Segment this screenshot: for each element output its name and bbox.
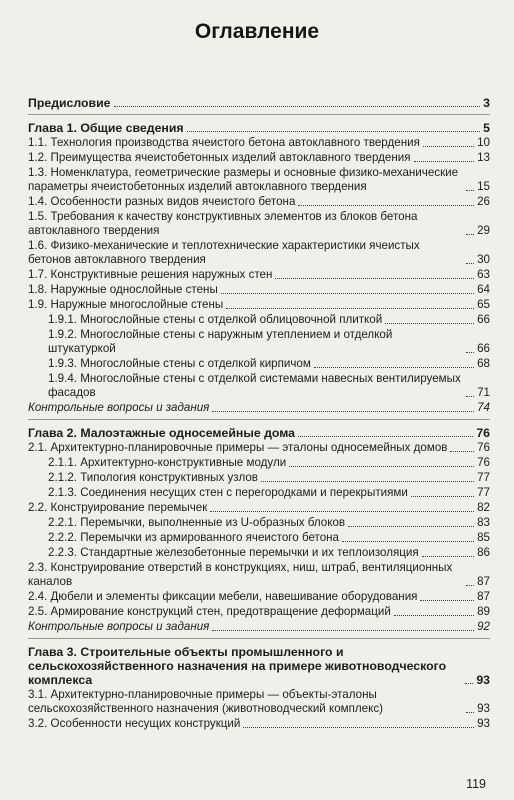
dot-leader [420,600,474,601]
toc-entry-page: 87 [477,575,490,588]
toc-entry-label: Контрольные вопросы и задания [28,620,210,633]
toc-entry-page: 77 [477,471,490,484]
table-of-contents [28,92,490,732]
toc-entry [28,426,490,440]
toc-entry-page: 15 [477,180,490,193]
toc-entry-label: 1.2. Преимущества ячеистобетонных изделий автоклавного твердения [28,151,411,164]
toc-entry-label: Глава 1. Общие сведения [28,121,184,135]
toc-entry-page: 87 [477,590,490,603]
dot-leader [348,526,474,527]
dot-leader [466,352,474,353]
dot-leader [314,367,474,368]
toc-entry-label: 2.1.3. Соединения несущих стен с перегородками и перекрытиями [48,486,408,499]
dot-leader [465,683,473,684]
toc-entry-page: 26 [477,195,490,208]
toc-entry [28,645,490,687]
toc-entry-label: 1.3. Номенклатура, геометрические размеры и основные физико-механические параметры ячеистобетонных изделий автоклавного твердения [28,166,459,193]
dot-leader [114,106,481,107]
toc-entry-label: 2.1. Архитектурно-планировочные примеры — эталоны односемейных домов [28,441,448,454]
toc-entry-label: 1.4. Особенности разных видов ячеистого бетона [28,195,296,208]
toc-entry-page: 29 [477,224,490,237]
dot-leader [212,411,474,412]
toc-entry-page: 85 [477,531,490,544]
toc-entry-page: 93 [477,702,490,715]
toc-entry-label: Предисловие [28,96,111,110]
toc-entry [28,195,490,209]
dot-leader [275,278,474,279]
dot-leader [450,451,474,452]
toc-entry [28,471,490,485]
toc-entry [28,96,490,110]
toc-entry-page: 3 [483,96,490,110]
dot-leader [466,396,474,397]
toc-entry-page: 13 [477,151,490,164]
toc-entry-page: 82 [477,501,490,514]
toc-entry [28,516,490,530]
toc-entry-label: 1.8. Наружные однослойные стены [28,283,218,296]
toc-entry [28,136,490,150]
toc-entry-label: 1.9.3. Многослойные стены с отделкой кирпичом [48,357,311,370]
toc-entry [28,688,490,716]
toc-entry [28,239,490,267]
toc-entry [28,401,490,415]
toc-entry-page: 93 [477,717,490,730]
toc-entry [28,166,490,194]
toc-entry [28,283,490,297]
dot-leader [466,263,474,264]
toc-entry-label: 2.2. Конструирование перемычек [28,501,208,514]
toc-entry [28,620,490,634]
toc-entry-label: 3.1. Архитектурно-планировочные примеры — объекты-эталоны сельскохозяйственного назначения (животноводческий комплекс) [28,688,383,715]
toc-entry [28,372,490,400]
toc-entry-page: 76 [477,456,490,469]
toc-entry-label: 2.1.2. Типология конструктивных узлов [48,471,258,484]
toc-entry-page: 76 [476,426,490,440]
dot-leader [226,308,474,309]
section-divider [28,114,490,115]
toc-entry-label: 1.9.1. Многослойные стены с отделкой облицовочной плиткой [48,313,383,326]
dot-leader [298,205,474,206]
dot-leader [423,146,474,147]
toc-entry-page: 74 [477,401,490,414]
toc-entry-label: 2.5. Армирование конструкций стен, предотвращение деформаций [28,605,391,618]
toc-entry-page: 66 [477,342,490,355]
toc-entry-label: 1.1. Технология производства ячеистого бетона автоклавного твердения [28,136,420,149]
dot-leader [261,481,474,482]
toc-entry-label: 1.9. Наружные многослойные стены [28,298,224,311]
dot-leader [221,293,474,294]
toc-entry-label: 2.3. Конструирование отверстий в конструкциях, ниш, штраб, вентиляционных каналов [28,561,453,588]
dot-leader [210,511,474,512]
dot-leader [187,131,481,132]
toc-entry [28,531,490,545]
dot-leader [411,496,474,497]
toc-entry [28,298,490,312]
toc-entry-page: 76 [477,441,490,454]
toc-entry-label: Глава 3. Строительные объекты промышленного и сельскохозяйственного назначения на примере животноводческого комплекса [28,645,447,687]
toc-entry-label: Контрольные вопросы и задания [28,401,210,414]
dot-leader [394,615,474,616]
toc-entry [28,313,490,327]
toc-entry [28,328,490,356]
toc-entry-page: 93 [476,673,490,687]
toc-entry-page: 83 [477,516,490,529]
toc-entry-label: Глава 2. Малоэтажные односемейные дома [28,426,296,440]
toc-entry-page: 68 [477,357,490,370]
toc-entry [28,268,490,282]
dot-leader [342,541,474,542]
toc-entry [28,121,490,135]
toc-entry [28,210,490,238]
toc-entry-label: 1.9.2. Многослойные стены с наружным утеплением и отделкой штукатуркой [48,328,393,355]
toc-entry [28,456,490,470]
toc-entry [28,605,490,619]
toc-entry [28,590,490,604]
toc-entry-page: 30 [477,253,490,266]
toc-entry [28,151,490,165]
dot-leader [466,585,474,586]
dot-leader [466,712,474,713]
toc-entry-label: 1.5. Требования к качеству конструктивных элементов из блоков бетона автоклавного твердения [28,210,418,237]
dot-leader [298,436,473,437]
toc-entry-page: 5 [483,121,490,135]
toc-entry [28,717,490,731]
dot-leader [385,323,474,324]
toc-entry-label: 1.7. Конструктивные решения наружных стен [28,268,273,281]
dot-leader [422,556,474,557]
dot-leader [289,466,474,467]
toc-entry-page: 92 [477,620,490,633]
dot-leader [243,727,474,728]
toc-entry-label: 3.2. Особенности несущих конструкций [28,717,241,730]
toc-entry-page: 77 [477,486,490,499]
toc-entry-page: 10 [477,136,490,149]
toc-entry-page: 66 [477,313,490,326]
toc-entry-label: 2.2.2. Перемычки из армированного ячеистого бетона [48,531,340,544]
toc-entry-page: 86 [477,546,490,559]
dot-leader [466,234,474,235]
toc-entry [28,561,490,589]
toc-entry [28,546,490,560]
toc-entry-label: 1.6. Физико-механические и теплотехнические характеристики ячеистых бетонов автоклавного твердения [28,239,420,266]
toc-entry [28,501,490,515]
toc-entry-page: 64 [477,283,490,296]
toc-entry-label: 2.2.1. Перемычки, выполненные из U-образных блоков [48,516,346,529]
toc-entry-label: 2.4. Дюбели и элементы фиксации мебели, навешивание оборудования [28,590,418,603]
toc-entry-page: 89 [477,605,490,618]
page-number: 119 [466,777,486,791]
toc-entry-page: 71 [477,386,490,399]
toc-entry-page: 63 [477,268,490,281]
toc-entry [28,486,490,500]
toc-entry-label: 2.2.3. Стандартные железобетонные перемычки и их теплоизоляция [48,546,419,559]
toc-entry [28,441,490,455]
toc-entry-label: 2.1.1. Архитектурно-конструктивные модули [48,456,287,469]
section-divider [28,638,490,639]
dot-leader [466,190,474,191]
toc-entry-label: 1.9.4. Многослойные стены с отделкой системами навесных вентилируемых фасадов [48,372,461,399]
toc-entry [28,357,490,371]
section-divider [28,419,490,420]
toc-entry-page: 65 [477,298,490,311]
dot-leader [414,161,475,162]
dot-leader [212,630,474,631]
page-title: Оглавление [194,20,320,43]
